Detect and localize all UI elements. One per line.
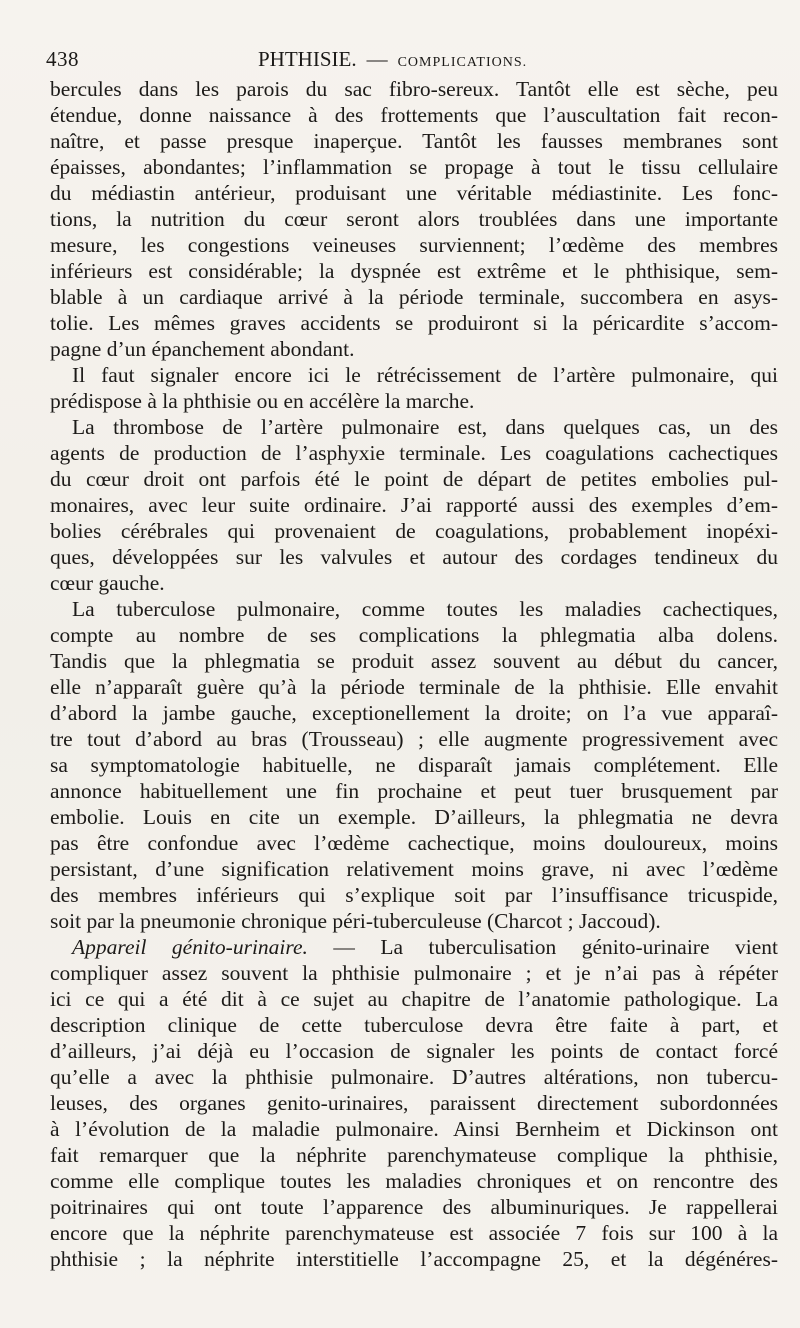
text-line: des membres inférieurs qui s’explique soit par l’insuffisance tricuspide, <box>50 883 778 907</box>
text-line: ici ce qui a été dit à ce sujet au chapitre de l’anatomie pathologique. La <box>50 987 778 1011</box>
text-line: bercules dans les parois du sac fibro-sereux. Tantôt elle est sèche, peu <box>50 77 778 101</box>
text-line: du médiastin antérieur, produisant une véritable médiastinite. Les fonc- <box>50 181 778 205</box>
running-head-title: PHTHISIE. <box>258 47 357 71</box>
running-head-separator: — <box>366 47 388 71</box>
text-line: tolie. Les mêmes graves accidents se produiront si la péricardite s’accom- <box>50 311 778 335</box>
text-line: compte au nombre de ses complications la phlegmatia alba dolens. <box>50 623 778 647</box>
running-head <box>258 42 527 80</box>
text-line: La tuberculose pulmonaire, comme toutes les maladies cachectiques, <box>72 597 778 621</box>
text-line <box>50 934 778 960</box>
section-heading: Appareil génito-urinaire. <box>72 935 308 959</box>
text-line: du cœur droit ont parfois été le point de départ de petites embolies pul- <box>50 467 778 491</box>
text-line: sa symptomatologie habituelle, ne disparaît jamais complétement. Elle <box>50 753 778 777</box>
text-line: persistant, d’une signification relativement moins grave, ni avec l’œdème <box>50 857 778 881</box>
text-line: naître, et passe presque inaperçue. Tantôt les fausses membranes sont <box>50 129 778 153</box>
text-line: tre tout d’abord au bras (Trousseau) ; elle augmente progressivement avec <box>50 727 778 751</box>
text-line: mesure, les congestions veineuses surviennent; l’œdème des membres <box>50 233 778 257</box>
page-number: 438 <box>46 47 79 71</box>
page-header <box>46 42 752 76</box>
text-line: Tandis que la phlegmatia se produit assez souvent au début du cancer, <box>50 649 778 673</box>
text-line: étendue, donne naissance à des frottements que l’auscultation fait recon- <box>50 103 778 127</box>
text-line: cœur gauche. <box>50 571 165 595</box>
text-line: phthisie ; la néphrite interstitielle l’accompagne 25, et la dégénéres- <box>50 1247 778 1271</box>
text-line: comme elle complique toutes les maladies chroniques et on rencontre des <box>50 1169 778 1193</box>
text-line: à l’évolution de la maladie pulmonaire. Ainsi Bernheim et Dickinson ont <box>50 1117 778 1141</box>
text-line: d’abord la jambe gauche, exceptionellement la droite; on l’a vue apparaî- <box>50 701 778 725</box>
text-line: compliquer assez souvent la phthisie pulmonaire ; et je n’ai pas à répéter <box>50 961 778 985</box>
text-line: prédispose à la phthisie ou en accélère la marche. <box>50 389 475 413</box>
text-line: description clinique de cette tuberculose devra être faite à part, et <box>50 1013 778 1037</box>
text-line: bolies cérébrales qui provenaient de coagulations, probablement inopéxi- <box>50 519 778 543</box>
text-line: fait remarquer que la néphrite parenchymateuse complique la phthisie, <box>50 1143 778 1167</box>
text-line: ques, développées sur les valvules et autour des cordages tendineux du <box>50 545 778 569</box>
text-line: blable à un cardiaque arrivé à la période terminale, succombera en asys- <box>50 285 778 309</box>
text-line: épaisses, abondantes; l’inflammation se propage à tout le tissu cellulaire <box>50 155 778 179</box>
section-heading-continuation: — La tuberculisation génito-urinaire vient <box>307 935 778 959</box>
text-line: qu’elle a avec la phthisie pulmonaire. D’autres altérations, non tubercu- <box>50 1065 778 1089</box>
running-head-subtitle: COMPLICATIONS. <box>397 55 528 70</box>
text-line: encore que la néphrite parenchymateuse est associée 7 fois sur 100 à la <box>50 1221 778 1245</box>
text-line: annonce habituellement une fin prochaine et peut tuer brusquement par <box>50 779 778 803</box>
text-line: poitrinaires qui ont toute l’apparence des albuminuriques. Je rappellerai <box>50 1195 778 1219</box>
text-line: Il faut signaler encore ici le rétrécissement de l’artère pulmonaire, qui <box>72 363 778 387</box>
text-line: leuses, des organes genito-urinaires, paraissent directement subordonnées <box>50 1091 778 1115</box>
text-line: agents de production de l’asphyxie terminale. Les coagulations cachectiques <box>50 441 778 465</box>
text-line: La thrombose de l’artère pulmonaire est, dans quelques cas, un des <box>72 415 778 439</box>
text-line: tions, la nutrition du cœur seront alors troublées dans une importante <box>50 207 778 231</box>
text-line: inférieurs est considérable; la dyspnée est extrême et le phthisique, sem- <box>50 259 778 283</box>
text-line: soit par la pneumonie chronique péri-tuberculeuse (Charcot ; Jaccoud). <box>50 909 661 933</box>
text-line: pas être confondue avec l’œdème cachectique, moins douloureux, moins <box>50 831 778 855</box>
body-text <box>50 76 778 1272</box>
text-line: d’ailleurs, j’ai déjà eu l’occasion de signaler les points de contact forcé <box>50 1039 778 1063</box>
text-line: monaires, avec leur suite ordinaire. J’ai rapporté aussi des exemples d’em- <box>50 493 778 517</box>
text-line: pagne d’un épanchement abondant. <box>50 337 355 361</box>
text-line: embolie. Louis en cite un exemple. D’ailleurs, la phlegmatia ne devra <box>50 805 778 829</box>
text-line: elle n’apparaît guère qu’à la période terminale de la phthisie. Elle envahit <box>50 675 778 699</box>
